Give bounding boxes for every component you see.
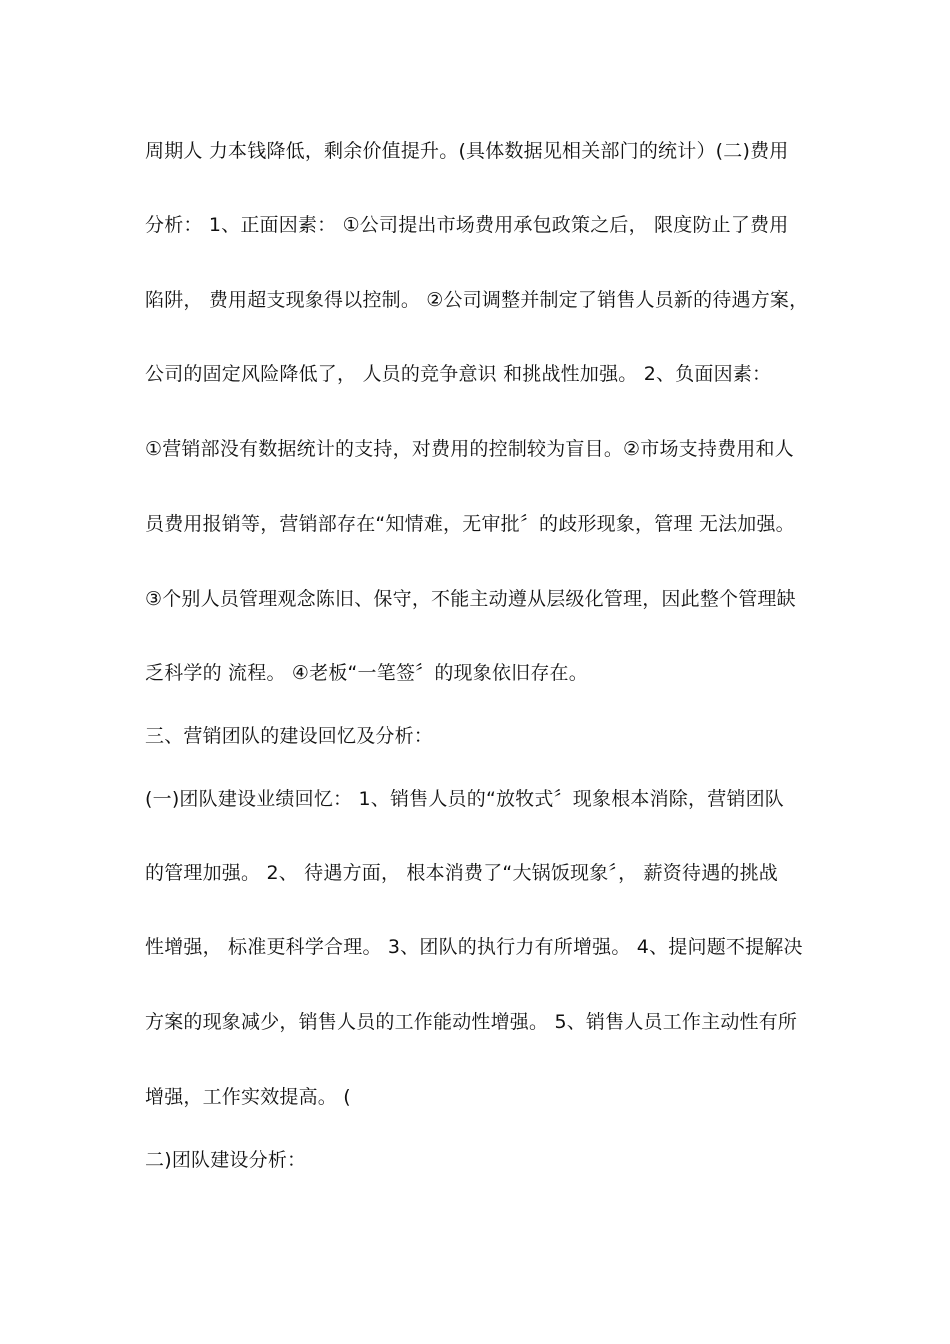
text-line: ③个别人员管理观念陈旧、保守，不能主动遵从层级化管理，因此整个管理缺 (145, 588, 796, 610)
text-line: 的管理加强。 2、 待遇方面， 根本消费了“大锅饭现象〞， 薪资待遇的挑战 (145, 862, 778, 884)
text-line: 分析： 1、正面因素： ①公司提出市场费用承包政策之后， 限度防止了费用 (145, 214, 789, 236)
text-line: 公司的固定风险降低了， 人员的竞争意识 和挑战性加强。 2、负面因素： (145, 363, 772, 385)
subsection-heading: 二)团队建设分析： (145, 1149, 307, 1171)
text-line: 员费用报销等，营销部存在“知情难，无审批〞的歧形现象，管理 无法加强。 (145, 513, 795, 535)
text-line: 陷阱， 费用超支现象得以控制。 ②公司调整并制定了销售人员新的待遇方案， (145, 289, 809, 311)
text-line: 乏科学的 流程。 ④老板“一笔签〞的现象依旧存在。 (145, 662, 588, 684)
text-line: 方案的现象减少，销售人员的工作能动性增强。 5、销售人员工作主动性有所 (145, 1011, 798, 1033)
text-line: (一)团队建设业绩回忆： 1、销售人员的“放牧式〞现象根本消除，营销团队 (145, 788, 784, 810)
text-line: ①营销部没有数据统计的支持，对费用的控制较为盲目。②市场支持费用和人 (145, 438, 794, 460)
text-line: 增强，工作实效提高。 ( (145, 1086, 351, 1108)
section-heading: 三、营销团队的建设回忆及分析： (145, 725, 434, 747)
text-line: 周期人 力本钱降低，剩余价值提升。(具体数据见相关部门的统计）(二)费用 (145, 140, 789, 162)
text-line: 性增强， 标准更科学合理。 3、团队的执行力有所增强。 4、提问题不提解决 (145, 936, 803, 958)
